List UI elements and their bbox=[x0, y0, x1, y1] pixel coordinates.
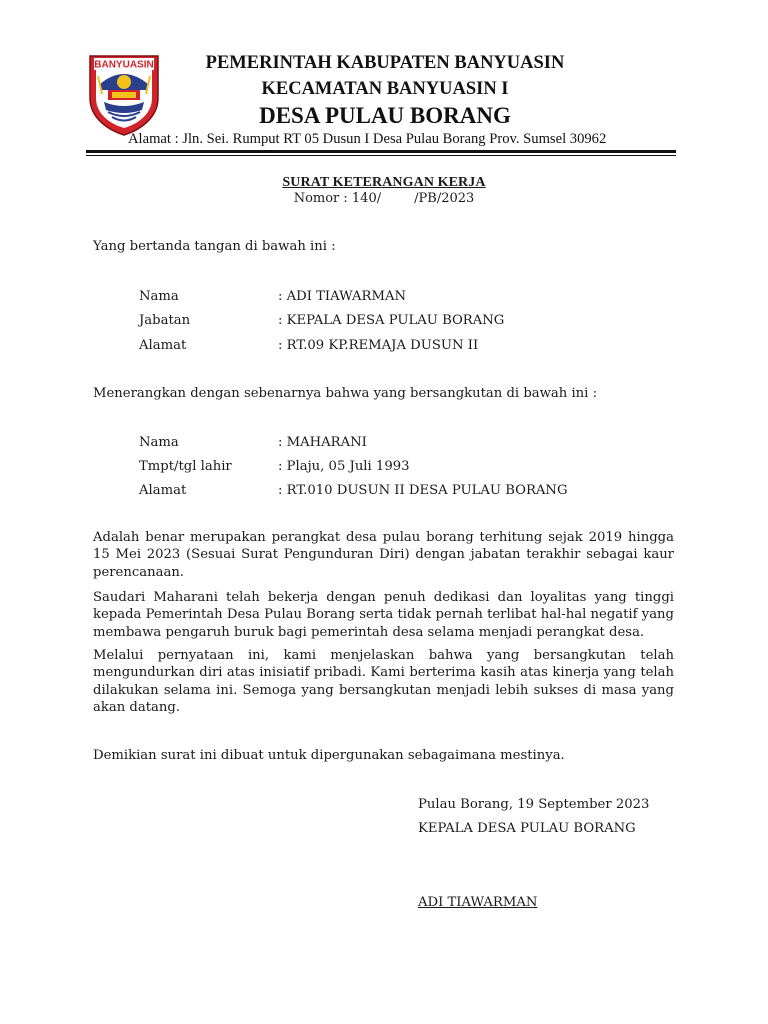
statement-text: Menerangkan dengan sebenarnya bahwa yang bersangkutan di bawah ini : bbox=[93, 386, 598, 401]
signature-name: ADI TIAWARMAN bbox=[418, 895, 538, 910]
letter-number: Nomor : 140/ /PB/2023 bbox=[293, 191, 475, 206]
letterhead-district: KECAMATAN BANYUASIN I bbox=[261, 79, 509, 99]
subject-name-label: Nama bbox=[139, 435, 179, 450]
header-rule-thin bbox=[86, 155, 676, 156]
letterhead-government: PEMERINTAH KABUPATEN BANYUASIN bbox=[205, 53, 565, 73]
paragraph-resignation: Melalui pernyataan ini, kami menjelaskan bahwa yang bersangkutan telah mengundurkan diri atas inisiatif pribadi. Kami berterima kasih atas kinerja yang telah dilakukan selama ini. Semoga yang bersangkutan menjadi lebih sukses di masa yang akan datang. bbox=[93, 648, 674, 715]
letterhead-village: DESA PULAU BORANG bbox=[259, 103, 511, 128]
subject-address-value: : RT.010 DUSUN II DESA PULAU BORANG bbox=[278, 483, 568, 498]
closing-text: Demikian surat ini dibuat untuk dipergunakan sebagaimana mestinya. bbox=[93, 748, 565, 763]
paragraph-employment: Adalah benar merupakan perangkat desa pulau borang terhitung sejak 2019 hingga 15 Mei 2023 (Sesuai Surat Pengunduran Diri) dengan jabatan terakhir sebagai kaur perencanaan. bbox=[93, 530, 674, 580]
subject-birth-value: : Plaju, 05 Juli 1993 bbox=[278, 459, 410, 474]
subject-address-label: Alamat bbox=[139, 483, 187, 498]
signer-position-value: : KEPALA DESA PULAU BORANG bbox=[278, 313, 505, 328]
signer-position-label: Jabatan bbox=[139, 313, 191, 328]
letter-title: SURAT KETERANGAN KERJA bbox=[282, 175, 486, 190]
signature-place-date: Pulau Borang, 19 September 2023 bbox=[418, 797, 650, 812]
signer-name-value: : ADI TIAWARMAN bbox=[278, 289, 407, 304]
paragraph-dedication: Saudari Maharani telah bekerja dengan penuh dedikasi dan loyalitas yang tinggi kepada Pemerintah Desa Pulau Borang serta tidak pernah terlibat hal-hal negatif yang membawa pengaruh buruk bagi pemerintah desa selama menjadi perangkat desa. bbox=[93, 590, 674, 640]
subject-name-value: : MAHARANI bbox=[278, 435, 367, 450]
signer-address-value: : RT.09 KP.REMAJA DUSUN II bbox=[278, 338, 479, 353]
intro-text: Yang bertanda tangan di bawah ini : bbox=[93, 239, 336, 254]
signature-position: KEPALA DESA PULAU BORANG bbox=[418, 821, 636, 836]
subject-birth-label: Tmpt/tgl lahir bbox=[139, 459, 232, 474]
signer-address-label: Alamat bbox=[139, 338, 187, 353]
letterhead-address: Alamat : Jln. Sei. Rumput RT 05 Dusun I Desa Pulau Borang Prov. Sumsel 30962 bbox=[128, 131, 607, 147]
banyuasin-emblem-logo bbox=[88, 54, 160, 136]
logo-text: BANYUASIN bbox=[94, 59, 154, 71]
signer-name-label: Nama bbox=[139, 289, 179, 304]
header-rule-thick bbox=[86, 150, 676, 153]
